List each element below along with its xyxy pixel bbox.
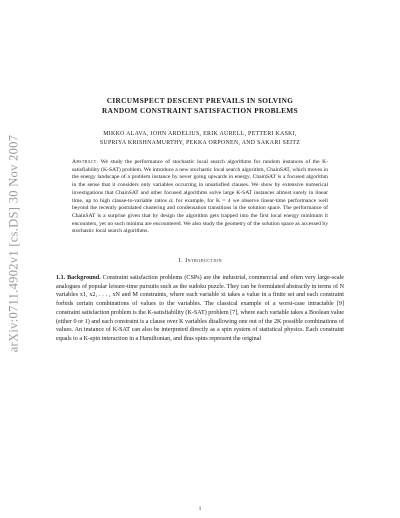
paper-page (56, 0, 344, 512)
abstract-label: Abstract. (72, 159, 99, 165)
authors-line-1: MIKKO ALAVA, JOHN ARDELIUS, ERIK AURELL, PETTERI KASKI, (103, 131, 297, 137)
section-heading-introduction: 1. Introduction (177, 258, 223, 265)
paper-title (56, 96, 344, 116)
introduction-paragraph (56, 274, 344, 344)
introduction-text: Constraint satisfaction problems (CSPs) are the industrial, commercial and often very large-scale analogues of popular leisure-time pursuits such as the sudoku puzzle. They can be formulated abstractly in terms of N variables x1, x2, . . . , xN and M constraints, where each variable xi takes a value in a finite set and each constraint forbids certain combinations of values to the variables. The classical example of a worst-case intractable [9] constraint satisfaction problem is the K-satisfiability (K-SAT) problem [7], where each variable takes a Boolean value (either 0 or 1) and each constraint is a clause over K variables disallowing one out of the 2K possible combinations of values. An instance of K-SAT can also be interpreted directly as a spin system of statistical physics. Each constraint equals to a K-spin interaction in a Hamiltonian, and thus spins represent the original (56, 275, 344, 342)
abstract (72, 159, 328, 236)
subsection-heading-background: 1.1. Background. (56, 275, 101, 282)
title-line-2: RANDOM CONSTRAINT SATISFACTION PROBLEMS (102, 106, 298, 115)
page-number: 1 (198, 506, 202, 512)
abstract-text: We study the performance of stochastic local search algorithms for random instances of the K-satisfiability (K-SAT) problem. We introduce a new stochastic local search algorithm, ChainSAT, which moves in the energy landscape of a problem instance by never going upwards in energy. ChainSAT is a focused algorithm in the sense that it considers only variables occurring in unsatisfied clauses. We show by extensive numerical investigations that ChainSAT and other focused algorithms solve large K-SAT instances almost surely in linear time, up to high clause-to-variable ratios α; for example, for K = 4 we observe linear-time performance well beyond the recently postulated clustering and condensation transitions in the solution space. The performance of ChainSAT is a surprise given that by design the algorithm gets trapped into the first local energy minimum it encounters, yet no such minima are encountered. We also study the geometry of the solution space as accessed by stochastic local search algorithms. (72, 159, 328, 235)
arxiv-identifier-stamp (2, 100, 26, 386)
authors-line-2: SUPRIYA KRISHNAMURTHY, PEKKA ORPONEN, AND SAKARI SEITZ (99, 139, 301, 146)
arxiv-identifier: arXiv:0711.4902v1 [cs.DS] 30 Nov 2007 (6, 134, 21, 352)
author-list (56, 130, 344, 147)
title-line-1: CIRCUMSPECT DESCENT PREVAILS IN SOLVING (106, 96, 294, 105)
